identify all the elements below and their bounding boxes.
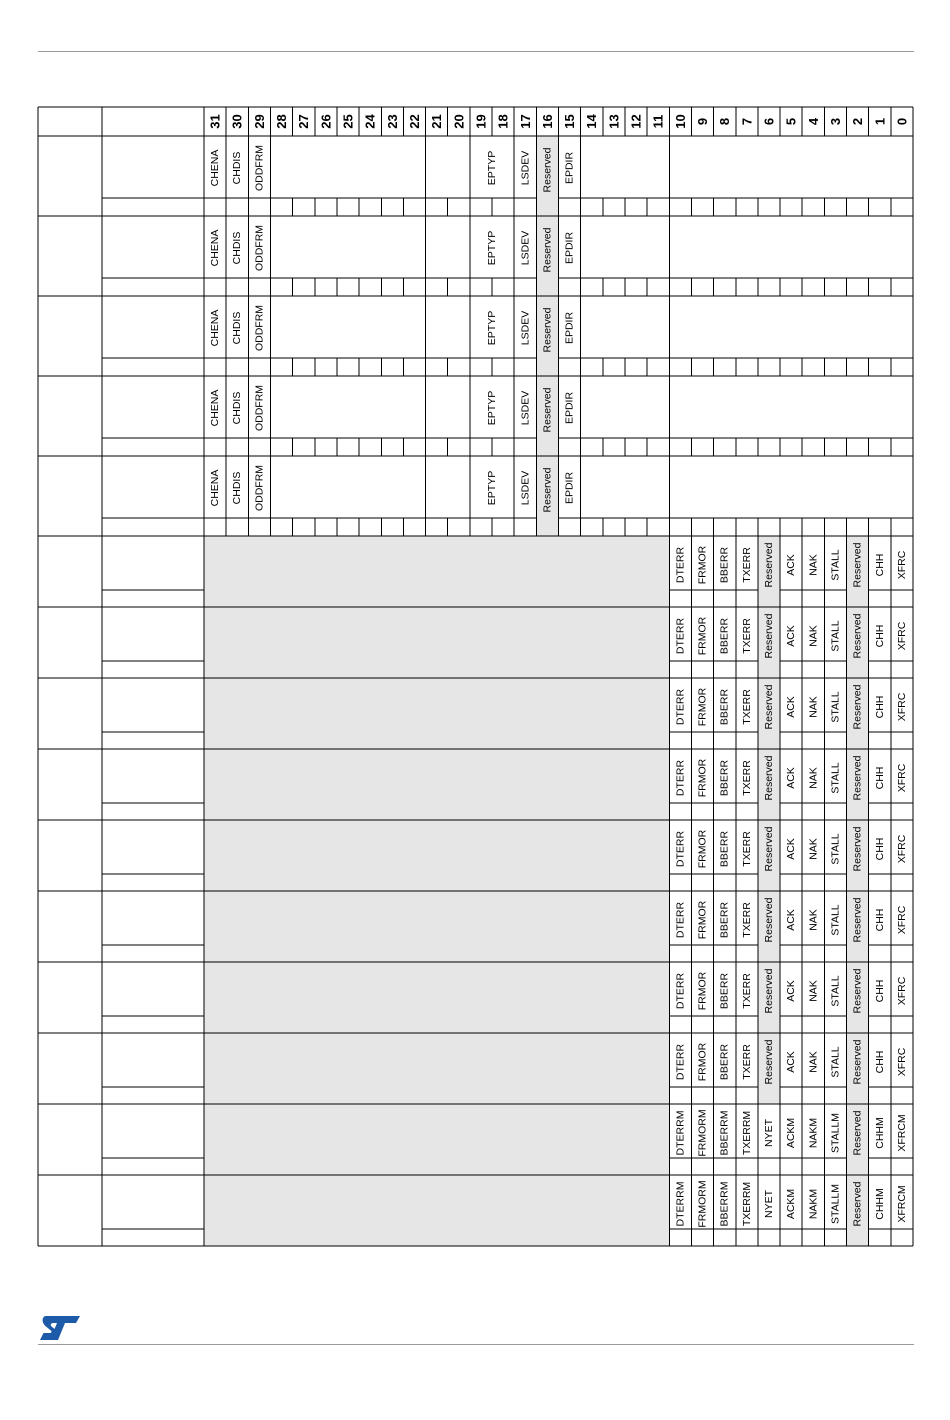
field-reserved: Reserved <box>851 968 864 1014</box>
field-ackm: ACKM <box>785 1188 798 1220</box>
field-frmor: FRMOR <box>696 687 709 727</box>
field-eptyp: EPTYP <box>486 150 499 186</box>
field-reserved: Reserved <box>851 897 864 943</box>
field-bberr: BBERR <box>718 546 731 584</box>
field-txerr: TXERR <box>740 689 753 725</box>
field-bberr: BBERR <box>718 617 731 655</box>
field-dterr: DTERR <box>674 830 687 868</box>
field-chdis: CHDIS <box>231 231 244 265</box>
field-bberr: BBERR <box>718 759 731 797</box>
bit-number-5: 5 <box>783 117 799 126</box>
bit-number-7: 7 <box>739 117 755 126</box>
field-stall: STALL <box>829 975 842 1007</box>
field-epdir: EPDIR <box>563 151 576 185</box>
field-chena: CHENA <box>209 469 222 507</box>
field-dterr: DTERR <box>674 617 687 655</box>
field-chh: CHH <box>873 908 886 932</box>
bit-number-2: 2 <box>850 117 866 126</box>
field-dterr: DTERR <box>674 688 687 726</box>
field-reserved: Reserved <box>851 542 864 588</box>
field-nyet: NYET <box>762 1189 775 1219</box>
field-reserved: Reserved <box>762 1039 775 1085</box>
field-nak: NAK <box>807 838 820 860</box>
field-chena: CHENA <box>209 149 222 187</box>
field-txerr: TXERR <box>740 618 753 654</box>
field-lsdev: LSDEV <box>519 470 532 506</box>
field-oddfrm: ODDFRM <box>253 304 266 352</box>
bit-number-1: 1 <box>872 117 888 126</box>
field-frmor: FRMOR <box>696 758 709 798</box>
field-eptyp: EPTYP <box>486 310 499 346</box>
bit-number-6: 6 <box>761 117 777 126</box>
field-chena: CHENA <box>209 229 222 267</box>
field-ack: ACK <box>785 696 798 718</box>
field-reserved: Reserved <box>762 968 775 1014</box>
field-xfrc: XFRC <box>895 905 908 935</box>
field-dterr: DTERR <box>674 972 687 1010</box>
bit-number-10: 10 <box>672 114 688 129</box>
field-xfrcm: XFRCM <box>895 1114 908 1152</box>
field-epdir: EPDIR <box>563 311 576 345</box>
field-frmor: FRMOR <box>696 1042 709 1082</box>
field-stallm: STALLM <box>829 1183 842 1225</box>
field-nak: NAK <box>807 767 820 789</box>
reserved-field <box>204 607 669 678</box>
field-reserved: Reserved <box>541 147 554 193</box>
field-ack: ACK <box>785 625 798 647</box>
field-nakm: NAKM <box>807 1117 820 1149</box>
field-nak: NAK <box>807 980 820 1002</box>
field-epdir: EPDIR <box>563 231 576 265</box>
reserved-field <box>204 962 669 1033</box>
field-stall: STALL <box>829 691 842 723</box>
reserved-field <box>204 749 669 820</box>
field-nakm: NAKM <box>807 1188 820 1220</box>
field-ack: ACK <box>785 980 798 1002</box>
field-nyet: NYET <box>762 1118 775 1148</box>
field-bberr: BBERR <box>718 972 731 1010</box>
field-stall: STALL <box>829 833 842 865</box>
field-xfrcm: XFRCM <box>895 1185 908 1223</box>
field-chh: CHH <box>873 624 886 648</box>
field-xfrc: XFRC <box>895 1047 908 1077</box>
field-nak: NAK <box>807 554 820 576</box>
field-txerr: TXERR <box>740 1044 753 1080</box>
bit-number-11: 11 <box>650 114 666 129</box>
bit-number-30: 30 <box>229 114 245 129</box>
field-frmorm: FRMORM <box>696 1109 709 1157</box>
field-epdir: EPDIR <box>563 471 576 505</box>
field-frmor: FRMOR <box>696 545 709 585</box>
field-reserved: Reserved <box>851 684 864 730</box>
bit-number-19: 19 <box>473 114 489 129</box>
field-reserved: Reserved <box>762 542 775 588</box>
field-chhm: CHHM <box>873 1188 886 1220</box>
field-chh: CHH <box>873 979 886 1003</box>
field-ack: ACK <box>785 838 798 860</box>
bit-number-20: 20 <box>451 114 467 129</box>
field-stall: STALL <box>829 549 842 581</box>
field-frmor: FRMOR <box>696 616 709 656</box>
field-nak: NAK <box>807 909 820 931</box>
bit-number-31: 31 <box>207 114 223 129</box>
bit-number-25: 25 <box>340 114 356 129</box>
field-lsdev: LSDEV <box>519 390 532 426</box>
bottom-rule <box>38 1344 914 1345</box>
field-reserved: Reserved <box>762 826 775 872</box>
field-xfrc: XFRC <box>895 621 908 651</box>
field-xfrc: XFRC <box>895 763 908 793</box>
field-reserved: Reserved <box>851 755 864 801</box>
bit-number-12: 12 <box>628 114 644 129</box>
field-bberr: BBERR <box>718 830 731 868</box>
field-txerr: TXERR <box>740 760 753 796</box>
field-stall: STALL <box>829 1046 842 1078</box>
reserved-field <box>204 1175 669 1246</box>
reserved-field <box>204 678 669 749</box>
field-reserved: Reserved <box>762 613 775 659</box>
field-chena: CHENA <box>209 389 222 427</box>
bit-number-3: 3 <box>827 117 843 126</box>
field-txerr: TXERR <box>740 831 753 867</box>
field-reserved: Reserved <box>762 897 775 943</box>
field-reserved: Reserved <box>762 755 775 801</box>
field-lsdev: LSDEV <box>519 230 532 266</box>
bit-number-22: 22 <box>406 114 422 129</box>
field-reserved: Reserved <box>541 307 554 353</box>
field-txerr: TXERR <box>740 902 753 938</box>
bit-number-4: 4 <box>805 117 821 126</box>
field-chh: CHH <box>873 1050 886 1074</box>
field-bberrm: BBERRM <box>718 1110 731 1156</box>
field-reserved: Reserved <box>851 613 864 659</box>
field-reserved: Reserved <box>851 1181 864 1227</box>
field-chhm: CHHM <box>873 1117 886 1149</box>
field-oddfrm: ODDFRM <box>253 384 266 432</box>
field-nak: NAK <box>807 625 820 647</box>
field-nak: NAK <box>807 1051 820 1073</box>
st-logo <box>38 1314 82 1342</box>
field-xfrc: XFRC <box>895 550 908 580</box>
field-reserved: Reserved <box>541 467 554 513</box>
bit-number-27: 27 <box>296 114 312 129</box>
bit-number-14: 14 <box>584 114 600 129</box>
reserved-field <box>204 891 669 962</box>
field-dterr: DTERR <box>674 1043 687 1081</box>
field-frmor: FRMOR <box>696 829 709 869</box>
field-chdis: CHDIS <box>231 471 244 505</box>
reserved-field <box>204 1033 669 1104</box>
field-dterrm: DTERRM <box>674 1181 687 1227</box>
bit-number-18: 18 <box>495 114 511 129</box>
bit-number-16: 16 <box>539 114 555 129</box>
field-stallm: STALLM <box>829 1112 842 1154</box>
field-reserved: Reserved <box>541 387 554 433</box>
field-ack: ACK <box>785 909 798 931</box>
bit-number-24: 24 <box>362 114 378 129</box>
field-dterrm: DTERRM <box>674 1110 687 1156</box>
field-bberr: BBERR <box>718 688 731 726</box>
field-stall: STALL <box>829 904 842 936</box>
field-eptyp: EPTYP <box>486 390 499 426</box>
field-lsdev: LSDEV <box>519 310 532 346</box>
field-txerr: TXERR <box>740 973 753 1009</box>
bit-number-13: 13 <box>606 114 622 129</box>
field-chdis: CHDIS <box>231 151 244 185</box>
field-reserved: Reserved <box>851 1110 864 1156</box>
field-xfrc: XFRC <box>895 976 908 1006</box>
field-eptyp: EPTYP <box>486 470 499 506</box>
bit-number-17: 17 <box>517 114 533 129</box>
field-chh: CHH <box>873 695 886 719</box>
field-epdir: EPDIR <box>563 391 576 425</box>
field-stall: STALL <box>829 620 842 652</box>
bit-number-0: 0 <box>894 117 910 126</box>
field-chh: CHH <box>873 553 886 577</box>
field-ackm: ACKM <box>785 1117 798 1149</box>
bit-number-23: 23 <box>384 114 400 129</box>
bit-number-29: 29 <box>251 114 267 129</box>
field-xfrc: XFRC <box>895 692 908 722</box>
bit-number-15: 15 <box>562 114 578 129</box>
field-reserved: Reserved <box>851 826 864 872</box>
field-ack: ACK <box>785 1051 798 1073</box>
field-reserved: Reserved <box>541 227 554 273</box>
field-bberrm: BBERRM <box>718 1181 731 1227</box>
field-chdis: CHDIS <box>231 391 244 425</box>
field-bberr: BBERR <box>718 1043 731 1081</box>
field-xfrc: XFRC <box>895 834 908 864</box>
field-chena: CHENA <box>209 309 222 347</box>
field-txerrm: TXERRM <box>740 1181 753 1227</box>
field-eptyp: EPTYP <box>486 230 499 266</box>
field-frmorm: FRMORM <box>696 1180 709 1228</box>
bit-number-26: 26 <box>318 114 334 129</box>
field-dterr: DTERR <box>674 759 687 797</box>
field-ack: ACK <box>785 554 798 576</box>
field-chdis: CHDIS <box>231 311 244 345</box>
reserved-field <box>204 820 669 891</box>
field-chh: CHH <box>873 766 886 790</box>
reserved-field <box>204 1104 669 1175</box>
field-dterr: DTERR <box>674 901 687 939</box>
bit-number-21: 21 <box>429 114 445 129</box>
field-frmor: FRMOR <box>696 900 709 940</box>
reserved-field <box>204 536 669 607</box>
bit-number-8: 8 <box>717 117 733 126</box>
field-reserved: Reserved <box>851 1039 864 1085</box>
field-oddfrm: ODDFRM <box>253 464 266 512</box>
field-txerrm: TXERRM <box>740 1110 753 1156</box>
bit-number-9: 9 <box>695 117 711 126</box>
field-dterr: DTERR <box>674 546 687 584</box>
field-nak: NAK <box>807 696 820 718</box>
field-bberr: BBERR <box>718 901 731 939</box>
field-frmor: FRMOR <box>696 971 709 1011</box>
field-ack: ACK <box>785 767 798 789</box>
field-oddfrm: ODDFRM <box>253 224 266 272</box>
field-reserved: Reserved <box>762 684 775 730</box>
field-stall: STALL <box>829 762 842 794</box>
field-oddfrm: ODDFRM <box>253 144 266 192</box>
field-chh: CHH <box>873 837 886 861</box>
field-txerr: TXERR <box>740 547 753 583</box>
field-lsdev: LSDEV <box>519 150 532 186</box>
bit-number-28: 28 <box>274 114 290 129</box>
